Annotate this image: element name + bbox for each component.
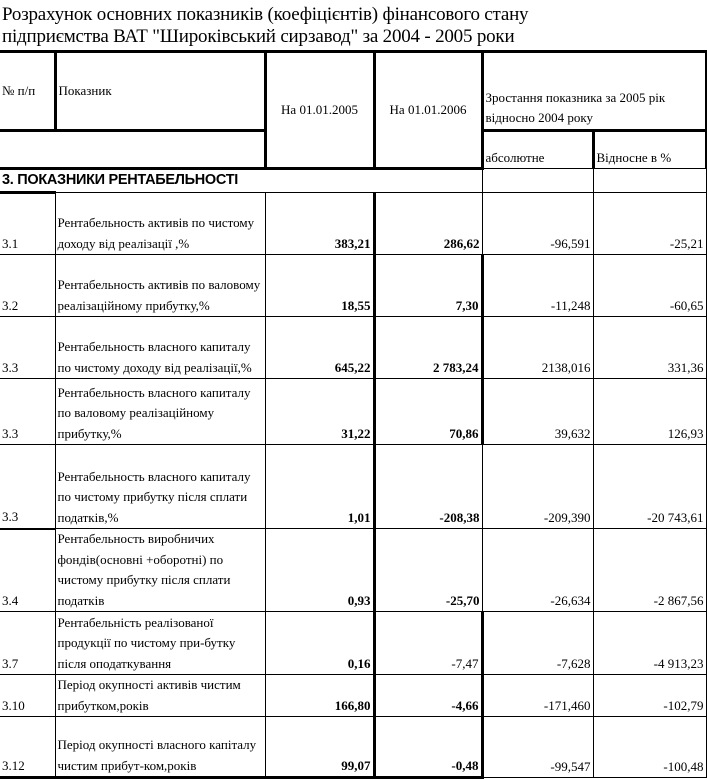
row-num: 3.2 [0,255,55,317]
table-row [0,379,706,445]
row-indicator: Рентабельность активів по чистому доходу від реалізації ,% [55,193,265,255]
table-row [0,193,706,255]
row-absolute-change: -11,248 [482,255,593,317]
row-num: 3.3 [0,317,55,379]
row-relative-change: -20 743,61 [593,445,706,529]
row-value-2005: 18,55 [265,255,374,317]
row-relative-change: 126,93 [593,379,706,445]
row-absolute-change: -99,547 [482,717,593,778]
header-relative: Відносне в % [593,131,706,169]
section-title: 3. ПОКАЗНИКИ РЕНТАБЕЛЬНОСТІ [0,169,482,193]
row-value-2005: 1,01 [265,445,374,529]
header-indicator: Показник [55,52,265,131]
row-relative-change: -4 913,23 [593,612,706,675]
row-value-2005: 645,22 [265,317,374,379]
row-indicator: Період окупності активів чистим прибутком,років [55,675,265,717]
row-relative-change: -25,21 [593,193,706,255]
row-value-2006: 7,30 [374,255,482,317]
row-indicator: Рентабельность виробничих фондів(основні +оборотні) по чистому прибутку після сплати податків [55,529,265,612]
row-indicator: Рентабельность власного капиталу по чистому доходу від реалізації,% [55,317,265,379]
row-relative-change: 331,36 [593,317,706,379]
row-value-2005: 31,22 [265,379,374,445]
row-value-2006: -4,66 [374,675,482,717]
row-num: 3.4 [0,529,55,612]
row-value-2006: -7,47 [374,612,482,675]
row-value-2005: 383,21 [265,193,374,255]
document-title-line-2: підприємства ВАТ "Широківський сирзавод" за 2004 - 2005 роки [2,26,515,47]
header-growth-group: Зростання показника за 2005 рік відносно 2004 року [482,52,706,131]
row-num: 3.3 [0,445,55,529]
row-value-2006: 2 783,24 [374,317,482,379]
section-empty-absolute [482,169,593,193]
row-indicator: Рентабельность власного капиталу по валовому реалізаційному прибутку,% [55,379,265,445]
row-value-2006: -25,70 [374,529,482,612]
row-absolute-change: 2138,016 [482,317,593,379]
row-indicator: Період окупності власного капіталу чистим прибут-ком,років [55,717,265,778]
header-num: № п/п [0,52,55,131]
header-date-2006: На 01.01.2006 [374,52,482,169]
row-value-2006: 286,62 [374,193,482,255]
row-absolute-change: -96,591 [482,193,593,255]
row-value-2006: -0,48 [374,717,482,778]
row-value-2005: 166,80 [265,675,374,717]
row-value-2005: 0,93 [265,529,374,612]
header-empty-cell [0,131,265,169]
row-absolute-change: 39,632 [482,379,593,445]
row-indicator: Рентабельность активів по валовому реалізаційному прибутку,% [55,255,265,317]
table-row [0,255,706,317]
row-relative-change: -60,65 [593,255,706,317]
row-value-2006: 70,86 [374,379,482,445]
row-relative-change: -2 867,56 [593,529,706,612]
header-absolute: абсолютне [482,131,593,169]
row-num: 3.7 [0,612,55,675]
document-title-line-1: Розрахунок основних показників (коефіцієнтів) фінансового стану [2,4,529,25]
table-row [0,445,706,529]
section-empty-relative [593,169,706,193]
row-value-2005: 99,07 [265,717,374,778]
row-indicator: Рентабельність реалізованої продукції по чистому при-бутку після оподаткування [55,612,265,675]
row-relative-change: -102,79 [593,675,706,717]
financial-ratios-table [0,50,707,779]
table-row [0,317,706,379]
row-absolute-change: -26,634 [482,529,593,612]
row-absolute-change: -209,390 [482,445,593,529]
table-row [0,717,706,778]
table-row [0,612,706,675]
row-relative-change: -100,48 [593,717,706,778]
row-indicator: Рентабельность власного капиталу по чистому прибутку після сплати податків,% [55,445,265,529]
row-num: 3.1 [0,193,55,255]
table-row [0,529,706,612]
row-absolute-change: -7,628 [482,612,593,675]
row-absolute-change: -171,460 [482,675,593,717]
table-row [0,675,706,717]
row-num: 3.3 [0,379,55,445]
header-date-2005: На 01.01.2005 [265,52,374,169]
row-value-2006: -208,38 [374,445,482,529]
row-value-2005: 0,16 [265,612,374,675]
row-num: 3.12 [0,717,55,778]
row-num: 3.10 [0,675,55,717]
